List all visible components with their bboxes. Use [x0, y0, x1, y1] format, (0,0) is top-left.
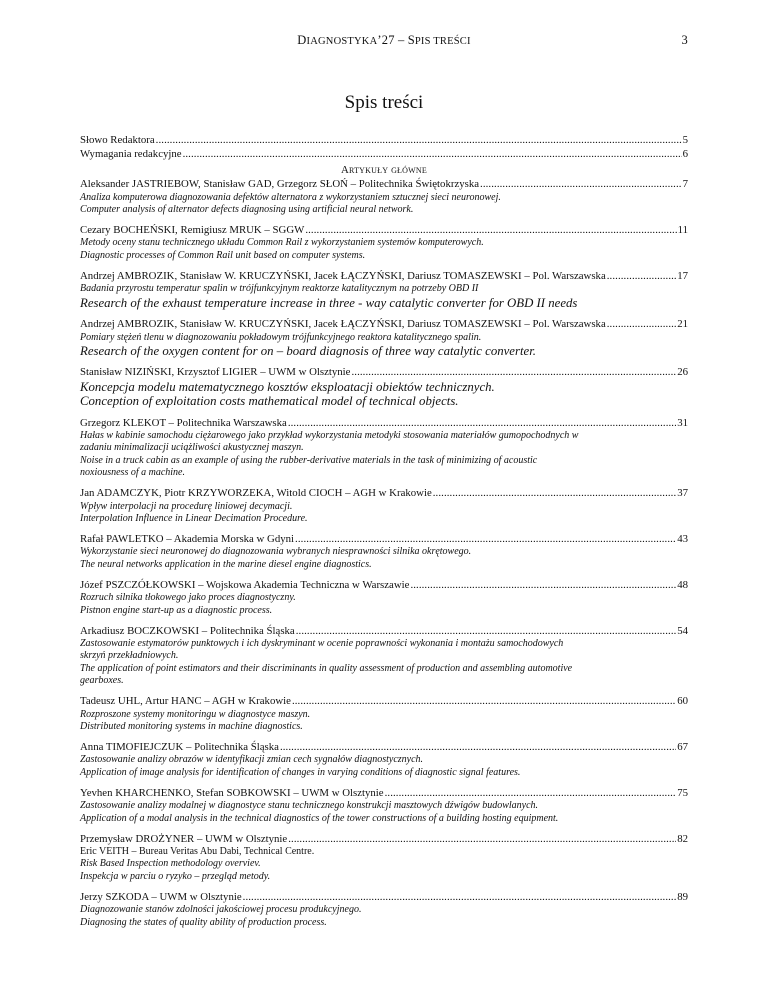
toc-entry-link[interactable]: [80, 224, 688, 238]
entry-page: 54: [677, 624, 688, 637]
entry-page: 82: [677, 832, 688, 845]
toc-entry: [80, 366, 688, 409]
entry-title-line: Rozruch silnika tłokowego jako proces diagnostyczny.: [80, 592, 296, 604]
leader-dots: [410, 579, 676, 593]
entry-authors: Andrzej AMBROZIK, Stanisław W. KRUCZYŃSKI, Jacek ŁĄCZYŃSKI, Dariusz TOMASZEWSKI – Pol. Warszawska: [80, 269, 606, 282]
toc-entry: [80, 787, 688, 825]
toc-item-page: 6: [682, 147, 688, 160]
entry-title-line: noxiousness of a machine.: [80, 466, 185, 478]
entry-title-line: Pistnon engine start-up as a diagnostic process.: [80, 604, 273, 616]
entry-title-line: Computer analysis of alternator defects diagnosing using artificial neural network.: [80, 203, 414, 215]
toc-entry-link[interactable]: [80, 270, 688, 284]
running-header-title: DIAGNOSTYKA’27 – SPIS TREŚCI: [297, 33, 471, 47]
toc-entry-link[interactable]: [80, 318, 688, 332]
toc-entry-link[interactable]: [80, 891, 688, 905]
entry-title-line: Zastosowanie estymatorów punktowych i ich dyskryminant w ocenie poprawności wykonania i montażu samochodowych: [80, 638, 564, 650]
entry-title-line: Badania przyrostu temperatur spalin w trójfunkcyjnym reaktorze katalitycznym na potrzeby OBD II: [80, 283, 479, 295]
entry-title-line: Wpływ interpolacji na procedurę liniowej decymacji.: [80, 500, 293, 512]
entry-title-line: Application of a modal analysis in the technical diagnostics of the tower constructions of a building hosting equipment.: [80, 812, 559, 824]
entry-page: 89: [677, 890, 688, 903]
entry-title-line: Interpolation Influence in Linear Decimation Procedure.: [80, 512, 308, 524]
entry-page: 17: [677, 269, 688, 282]
entry-authors: Cezary BOCHEŃSKI, Remigiusz MRUK – SGGW: [80, 223, 305, 236]
toc-item-label: Słowo Redaktora: [80, 134, 155, 146]
entry-authors: Aleksander JASTRIEBOW, Stanisław GAD, Grzegorz SŁOŃ – Politechnika Świętokrzyska: [80, 178, 480, 190]
entry-title-line: Metody oceny stanu technicznego układu Common Rail z wykorzystaniem systemów komputerowych.: [80, 237, 484, 249]
leader-dots: [296, 625, 676, 639]
entry-authors: Tadeusz UHL, Artur HANC – AGH w Krakowie: [80, 695, 291, 708]
entry-title-line: Diagnosing the states of quality ability of production process.: [80, 916, 327, 928]
section-heading: Artykuły główne: [341, 164, 427, 176]
toc-entry: [80, 891, 688, 929]
entry-title-line: Research of the oxygen content for on – board diagnosis of three way catalytic converter.: [80, 343, 536, 358]
toc-entry: [80, 625, 688, 687]
entry-title-line: Distributed monitoring systems in machine diagnostics.: [80, 720, 303, 732]
leader-dots: [288, 417, 676, 431]
toc-entry-link[interactable]: [80, 741, 688, 755]
entry-page: 31: [677, 416, 688, 429]
entry-title-line: Analiza komputerowa diagnozowania defektów alternatora z wykorzystaniem sztucznej sieci neuronowej.: [80, 191, 501, 203]
leader-dots: [292, 695, 676, 709]
toc-entry: [80, 833, 688, 883]
entry-authors: Anna TIMOFIEJCZUK – Politechnika Śląska: [80, 740, 279, 753]
toc-entry-link[interactable]: [80, 417, 688, 431]
toc-entry-link[interactable]: [80, 366, 688, 380]
entry-title-line: Eric VEITH – Bureau Veritas Abu Dabi, Technical Centre.: [80, 846, 315, 858]
toc-item-page: 5: [682, 134, 688, 146]
leader-dots: [351, 366, 676, 380]
page-number: 3: [681, 33, 688, 47]
leader-dots: [480, 178, 682, 192]
toc-entry: [80, 318, 688, 358]
entry-page: 26: [677, 366, 688, 379]
toc-entry: [80, 487, 688, 525]
leader-dots: [295, 533, 676, 547]
entry-title-line: The neural networks application in the marine diesel engine diagnostics.: [80, 558, 372, 570]
toc-front-item[interactable]: [80, 134, 688, 148]
entry-page: 11: [677, 223, 688, 236]
table-of-contents: [80, 134, 688, 929]
entry-title-line: Zastosowanie analizy obrazów w identyfikacji zmian cech sygnałów diagnostycznych.: [80, 754, 424, 766]
entry-authors: Jan ADAMCZYK, Piotr KRZYWORZEKA, Witold CIOCH – AGH w Krakowie: [80, 487, 432, 500]
entry-title-line: Inspekcja w parciu o ryzyko – przegląd metody.: [80, 870, 271, 882]
entry-page: 75: [677, 786, 688, 799]
entry-title-line: zadaniu minimalizacji uciążliwości akustycznej maszyn.: [80, 442, 304, 454]
toc-entry-link[interactable]: [80, 625, 688, 639]
entry-page: 43: [677, 532, 688, 545]
entry-title-line: Diagnostic processes of Common Rail unit based on computer systems.: [80, 249, 366, 261]
entry-authors: Arkadiusz BOCZKOWSKI – Politechnika Śląska: [80, 624, 295, 637]
entry-authors: Stanisław NIZIŃSKI, Krzysztof LIGIER – UWM w Olsztynie: [80, 366, 351, 379]
leader-dots: [607, 318, 676, 332]
toc-entry-link[interactable]: [80, 579, 688, 593]
entry-authors: Grzegorz KLEKOT – Politechnika Warszawska: [80, 416, 287, 429]
toc-entry-link[interactable]: [80, 833, 688, 847]
toc-entries: [80, 178, 688, 929]
entry-title-line: Zastosowanie analizy modalnej w diagnostyce stanu technicznego konstrukcji masztowych dźwigów budowlanych.: [80, 800, 539, 812]
entry-title-line: Diagnozowanie stanów zdolności jakościowej procesu produkcyjnego.: [80, 904, 362, 916]
entry-title-line: Research of the exhaust temperature increase in three - way catalytic converter for OBD II needs: [80, 295, 578, 310]
toc-title: Spis treści: [344, 92, 424, 113]
entry-title-line: gearboxes.: [80, 674, 124, 686]
running-header: [80, 33, 688, 51]
entry-authors: Andrzej AMBROZIK, Stanisław W. KRUCZYŃSKI, Jacek ŁĄCZYŃSKI, Dariusz TOMASZEWSKI – Pol. Warszawska: [80, 318, 606, 331]
leader-dots: [305, 224, 676, 238]
toc-entry-link[interactable]: [80, 533, 688, 547]
entry-page: 7: [682, 178, 688, 190]
entry-page: 37: [677, 487, 688, 500]
leader-dots: [607, 270, 676, 284]
entry-authors: Józef PSZCZÓŁKOWSKI – Wojskowa Akademia Techniczna w Warszawie: [80, 578, 410, 591]
entry-authors: Przemysław DROŻYNER – UWM w Olsztynie: [80, 832, 288, 845]
entry-page: 67: [677, 740, 688, 753]
toc-entry: [80, 224, 688, 262]
leader-dots: [385, 787, 677, 801]
toc-entry: [80, 270, 688, 310]
leader-dots: [433, 487, 676, 501]
entry-title-line: Wykorzystanie sieci neuronowej do diagnozowania wybranych niesprawności silnika okrętowego.: [80, 546, 472, 558]
entry-page: 60: [677, 695, 688, 708]
toc-entry-link[interactable]: [80, 178, 688, 192]
toc-entry-link[interactable]: [80, 487, 688, 501]
toc-entry: [80, 417, 688, 479]
leader-dots: [288, 833, 676, 847]
leader-dots: [280, 741, 676, 755]
entry-page: 48: [677, 578, 688, 591]
entry-title-line: The application of point estimators and their discriminants in quality assessment of production and assembling automotive: [80, 662, 573, 674]
leader-dots: [156, 134, 682, 148]
entry-title-line: Conception of exploitation costs mathematical model of technical objects.: [80, 394, 459, 409]
entry-authors: Yevhen KHARCHENKO, Stefan SOBKOWSKI – UWM w Olsztynie: [80, 786, 384, 799]
entry-title-line: Pomiary stężeń tlenu w diagnozowaniu pokładowym trójfunkcyjnego reaktora katalitycznego spalin.: [80, 331, 482, 343]
entry-title-line: Risk Based Inspection methodology overviev.: [80, 858, 261, 870]
toc-front-item[interactable]: [80, 148, 688, 162]
entry-page: 21: [677, 318, 688, 331]
leader-dots: [183, 148, 682, 162]
entry-title-line: Rozproszone systemy monitoringu w diagnostyce maszyn.: [80, 708, 311, 720]
entry-authors: Rafał PAWLETKO – Akademia Morska w Gdyni: [80, 532, 295, 545]
toc-item-label: Wymagania redakcyjne: [80, 147, 182, 160]
entry-title-line: Noise in a truck cabin as an example of using the rubber-derivative materials in the task of minimizing of acoustic: [80, 454, 538, 466]
toc-entry: [80, 579, 688, 617]
toc-entry: [80, 533, 688, 571]
entry-title-line: Hałas w kabinie samochodu ciężarowego jako przykład wykorzystania metodyki stosowania materiałów gumopochodnych w: [80, 430, 579, 442]
toc-entry: [80, 178, 688, 216]
entry-title-line: Application of image analysis for identification of changes in varying conditions of diagnostic signal features.: [80, 766, 521, 778]
leader-dots: [243, 891, 677, 905]
entry-title-line: Koncepcja modelu matematycznego kosztów eksploatacji obiektów technicznych.: [80, 379, 495, 394]
toc-entry: [80, 695, 688, 733]
entry-title-line: skrzyń przekładniowych.: [80, 650, 179, 662]
toc-entry-link[interactable]: [80, 787, 688, 801]
toc-entry: [80, 741, 688, 779]
toc-entry-link[interactable]: [80, 695, 688, 709]
entry-authors: Jerzy SZKODA – UWM w Olsztynie: [80, 890, 242, 903]
